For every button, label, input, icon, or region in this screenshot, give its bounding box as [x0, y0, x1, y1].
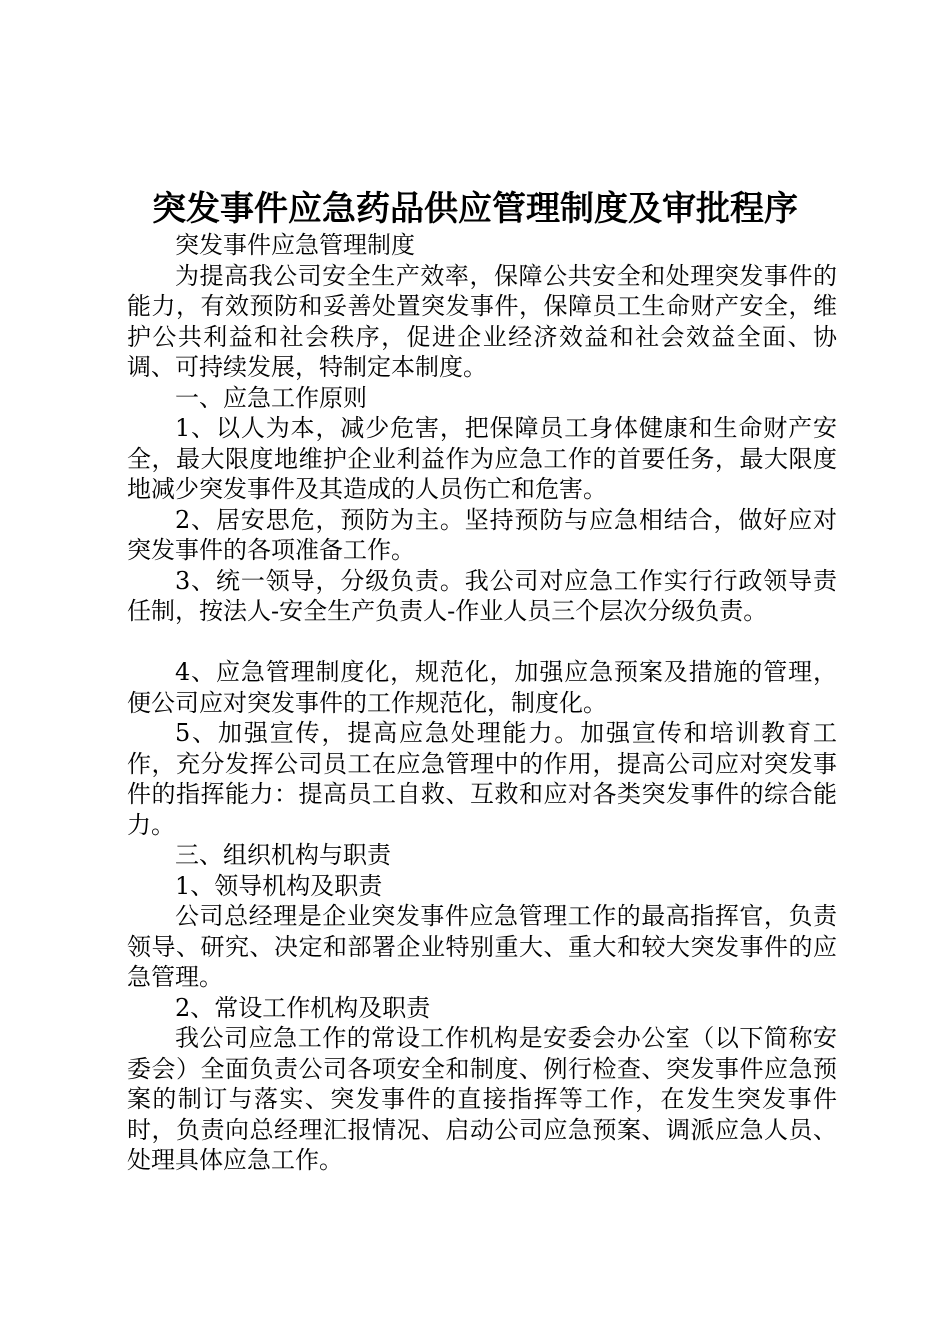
subsection-heading: 2、常设工作机构及职责: [175, 993, 431, 1022]
document-body: [127, 230, 837, 1176]
document-title: 突发事件应急药品供应管理制度及审批程序: [152, 189, 798, 229]
subsection-heading: 1、领导机构及职责: [175, 871, 383, 900]
section-heading: 一、应急工作原则: [175, 383, 367, 412]
principle-paragraph: 3、统一领导，分级负责。我公司对应急工作实行行政领导责任制，按法人-安全生产负责人-作业人员三个层次分级负责。: [127, 566, 837, 625]
section-heading: 三、组织机构与职责: [175, 841, 391, 869]
principle-paragraph: 4、应急管理制度化，规范化，加强应急预案及措施的管理，便公司应对突发事件的工作规范化，制度化。: [127, 658, 837, 717]
principle-paragraph: 1、以人为本，减少危害，把保障员工身体健康和生命财产安全，最大限度地维护企业利益作为应急工作的首要任务，最大限度地减少突发事件及其造成的人员伤亡和危害。: [127, 414, 837, 503]
body-paragraph: 我公司应急工作的常设工作机构是安委会办公室（以下简称安委会）全面负责公司各项安全和制度、例行检查、突发事件应急预案的制订与落实、突发事件的直接指挥等工作，在发生突发事件时，负责向总经理汇报情况、启动公司应急预案、调派应急人员、处理具体应急工作。: [127, 1024, 837, 1174]
intro-paragraph: 为提高我公司安全生产效率，保障公共安全和处理突发事件的能力，有效预防和妥善处置突发事件，保障员工生命财产安全，维护公共利益和社会秩序，促进企业经济效益和社会效益全面、协调、可持续发展，特制定本制度。: [127, 261, 837, 381]
principle-paragraph: 5、加强宣传，提高应急处理能力。加强宣传和培训教育工作，充分发挥公司员工在应急管理中的作用，提高公司应对突发事件的指挥能力：提高员工自救、互救和应对各类突发事件的综合能力。: [127, 719, 837, 839]
blank-line: [127, 627, 837, 658]
principle-paragraph: 2、居安思危，预防为主。坚持预防与应急相结合，做好应对突发事件的各项准备工作。: [127, 505, 837, 564]
body-paragraph: 公司总经理是企业突发事件应急管理工作的最高指挥官，负责领导、研究、决定和部署企业特别重大、重大和较大突发事件的应急管理。: [127, 902, 837, 991]
section-heading: 突发事件应急管理制度: [175, 231, 415, 259]
